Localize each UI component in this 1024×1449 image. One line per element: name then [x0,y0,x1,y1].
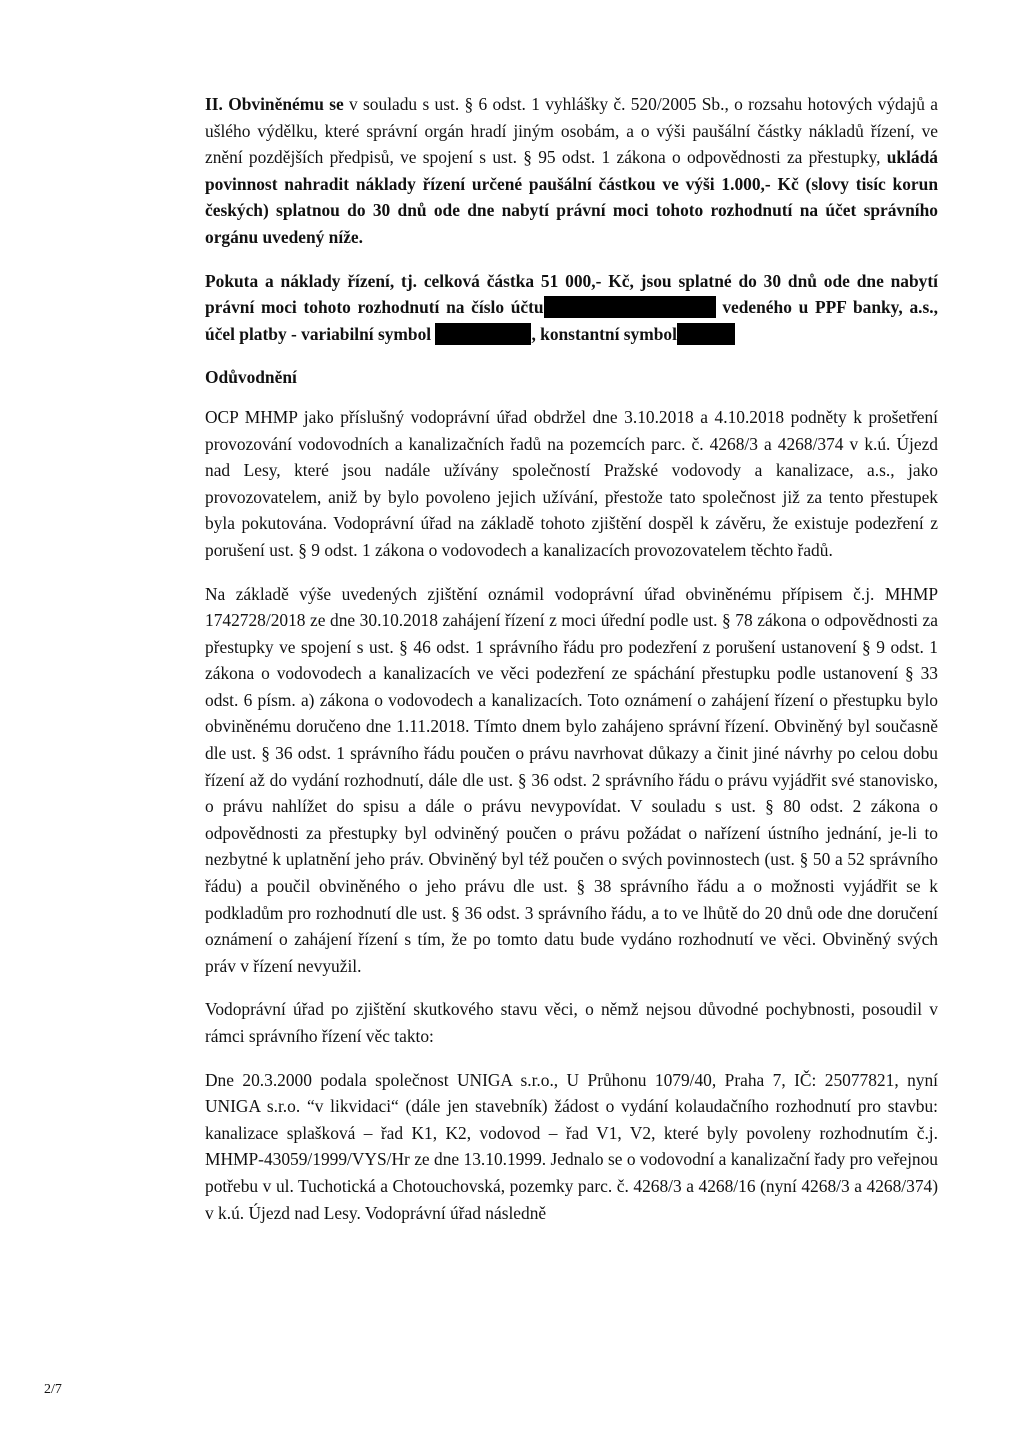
redacted-account-number [544,296,716,318]
document-body [205,91,938,1226]
reasoning-heading: Odůvodnění [205,367,297,388]
section-ii-obligation: ukládá povinnost nahradit náklady řízení určené paušální částkou ve výši 1.000,- Kč (slovy tisíc korun českých) splatnou do 30 dnů ode dne nabytí právní moci tohoto rozhodnutí na účet správního orgánu uvedený níže. [205,147,938,247]
paragraph-uniga-application: Dne 20.3.2000 podala společnost UNIGA s.r.o., U Průhonu 1079/40, Praha 7, IČ: 25077821, nyní UNIGA s.r.o. “v likvidaci“ (dále jen stavebník) žádost o vydání kolaudačního rozhodnutí pro stavbu: kanalizace splašková – řad K1, K2, vodovod – řad V1, V2, které byly povoleny rozhodnutím č.j. MHMP-43059/1999/VYS/Hr ze dne 13.10.1999. Jednalo se o vodovodní a kanalizační řady pro veřejnou potřebu v ul. Tuchotická a Chotouchovská, pozemky parc. č. 4268/3 a 4268/16 (nyní 4268/3 a 4268/374) v k.ú. Újezd nad Lesy. Vodoprávní úřad následně [205,1069,938,1223]
redacted-variable-symbol [435,323,531,345]
paragraph-complaints: OCP MHMP jako příslušný vodoprávní úřad obdržel dne 3.10.2018 a 4.10.2018 podněty k prošetření provozování vodovodních a kanalizačních řadů na pozemcích parc. č. 4268/3 a 4268/374 v k.ú. Újezd nad Lesy, které jsou nadále užívány společností Pražské vodovody a kanalizace, a.s., jako provozovatelem, aniž by bylo povoleno jejich užívání, přestože tato společnost již za tento přestupek byla pokutována. Vodoprávní úřad na základě tohoto zjištění dospěl k závěru, že existuje podezření z porušení ust. § 9 odst. 1 zákona o vodovodech a kanalizacích provozovatelem těchto řadů. [205,406,938,560]
payment-text-3: , konstantní symbol [531,323,677,344]
payment-paragraph [205,268,938,348]
section-ii-paragraph [205,91,938,251]
section-ii-text: v souladu s ust. § 6 odst. 1 vyhlášky č. 520/2005 Sb., o rozsahu hotových výdajů a ušlého výdělku, které správní orgán hradí jiným osobám, a o výši paušální částky nákladů řízení, ve znění pozdějších předpisů, ve spojení s ust. § 95 odst. 1 zákona o odpovědnosti za přestupky, [205,94,938,168]
paragraph-proceedings: Na základě výše uvedených zjištění oznámil vodoprávní úřad obviněnému přípisem č.j. MHMP 1742728/2018 ze dne 30.10.2018 zahájení řízení z moci úřední podle ust. § 78 zákona o odpovědnosti za přestupky ve spojení s ust. § 46 odst. 1 správního řádu pro podezření z porušení ustanovení § 9 odst. 1 zákona o vodovodech a kanalizacích ve věci podezření ze spáchání přestupku podle ustanovení § 33 odst. 6 písm. a) zákona o vodovodech a kanalizacích. Toto oznámení o zahájení řízení o přestupku bylo obviněnému doručeno dne 1.11.2018. Tímto dnem bylo zahájeno správní řízení. Obviněný byl současně dle ust. § 36 odst. 1 správního řádu poučen o právu navrhovat důkazy a činit jiné návrhy po celou dobu řízení až do vydání rozhodnutí, dále dle ust. § 36 odst. 2 správního řádu o právu vyjádřit své stanovisko, o právu nahlížet do spisu a dále o právu nevypovídat. V souladu s ust. § 80 odst. 2 zákona o odpovědnosti za přestupky byl odviněný poučen o právu požádat o nařízení ústního jednání, je-li to nezbytné k uplatnění jeho práv. Obviněný byl též poučen o svých povinnostech (ust. § 50 a 52 správního řádu) a poučil obviněného o jeho právu dle ust. § 38 správního řádu a o možnosti vyjádřit se k podkladům pro rozhodnutí dle ust. § 36 odst. 3 správního řádu, a to ve lhůtě do 20 dnů ode dne doručení oznámení o zahájení řízení s tím, že po tomto datu bude vydáno rozhodnutí ve věci. Obviněný svých práv v řízení nevyužil. [205,583,938,976]
redacted-constant-symbol [677,323,735,345]
payment-text-2: vedeného u PPF banky, a.s., účel platby - variabilní symbol [205,297,938,344]
page-number: 2/7 [44,1382,62,1397]
payment-text-1: Pokuta a náklady řízení, tj. celková částka 51 000,- Kč, jsou splatné do 30 dnů ode dne nabytí právní moci tohoto rozhodnutí na číslo účtu [205,270,938,318]
paragraph-assessment: Vodoprávní úřad po zjištění skutkového stavu věci, o němž nejsou důvodné pochybnosti, posoudil v rámci správního řízení věc takto: [205,999,938,1046]
section-ii-lead: II. Obviněnému se [205,94,344,114]
